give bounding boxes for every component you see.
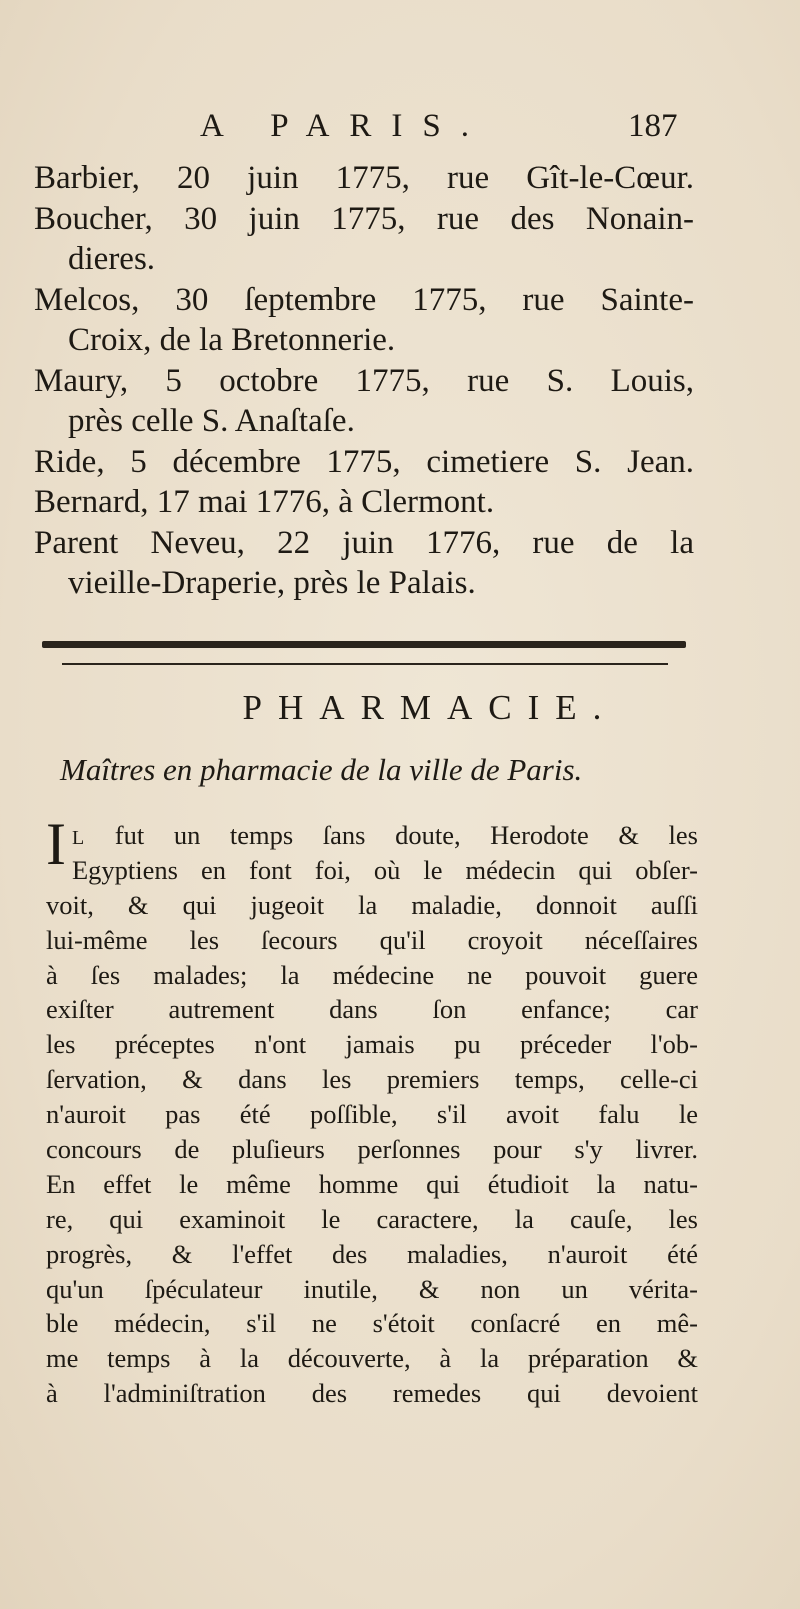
small-caps-letter: L [71, 827, 86, 849]
list-entry: Melcos, 30 ſeptembre 1775, rue Sainte- [34, 281, 694, 318]
list-entry: Parent Neveu, 22 juin 1776, rue de la [34, 524, 694, 561]
page-number: 187 [628, 108, 678, 144]
running-title: A PARIS. [200, 108, 490, 144]
list-entry: Ride, 5 décembre 1775, cimetiere S. Jean. [34, 443, 694, 480]
paragraph-line: n'auroit pas été poſſible, s'il avoit falu le [46, 1099, 698, 1130]
paragraph-line [46, 818, 698, 853]
list-entry-continuation: dieres. [68, 241, 156, 277]
list-entry: Barbier, 20 juin 1775, rue Gît-le-Cœur. [34, 160, 694, 196]
paragraph-line: voit, & qui jugeoit la maladie, donnoit auſſi [46, 889, 698, 920]
paragraph-line: Egyptiens en font foi, où le médecin qui obſer- [71, 854, 698, 885]
divider-rule [62, 663, 668, 665]
paragraph-line: à l'adminiſtration des remedes qui devoient [46, 1378, 698, 1409]
paragraph-line: ble médecin, s'il ne s'étoit conſacré en mê- [46, 1308, 698, 1339]
paragraph-line: me temps à la découverte, à la préparation & [46, 1343, 698, 1374]
body-paragraph [46, 811, 698, 1411]
paragraph-line: progrès, & l'effet des maladies, n'auroit été [46, 1238, 698, 1269]
paragraph-line: concours de pluſieurs perſonnes pour s'y livrer. [46, 1134, 698, 1165]
paragraph-line: lui-même les ſecours qu'il croyoit néceſſaires [46, 924, 698, 955]
drop-cap: I [46, 811, 66, 877]
list-entry-continuation: près celle S. Anaſtaſe. [68, 403, 355, 439]
paragraph-line: En effet le même homme qui étudioit la natu- [46, 1168, 698, 1199]
list-entry: Maury, 5 octobre 1775, rue S. Louis, [34, 362, 694, 399]
ornamental-rule [42, 641, 686, 648]
section-subtitle: Maîtres en pharmacie de la ville de Paris. [60, 752, 583, 787]
list-entry: Bernard, 17 mai 1776, à Clermont. [34, 484, 495, 520]
paragraph-line: qu'un ſpéculateur inutile, & non un vérita- [46, 1273, 698, 1304]
paragraph-line: les préceptes n'ont jamais pu préceder l'ob- [46, 1029, 698, 1060]
running-head [0, 100, 800, 150]
paragraph-line: ſervation, & dans les premiers temps, celle-ci [46, 1064, 698, 1095]
list-entry-continuation: vieille-Draperie, près le Palais. [68, 565, 476, 601]
apothecary-list [34, 158, 694, 604]
list-entry-continuation: Croix, de la Bretonnerie. [68, 322, 396, 358]
paragraph-line-text: fut un temps ſans doute, Herodote & les [85, 820, 698, 850]
paragraph-line: exiſter autrement dans ſon enfance; car [46, 994, 698, 1025]
paragraph-line: re, qui examinoit le caractere, la cauſe, les [46, 1203, 698, 1234]
list-entry: Boucher, 30 juin 1775, rue des Nonain- [34, 200, 694, 237]
paragraph-line: à ſes malades; la médecine ne pouvoit guere [46, 959, 698, 990]
section-title: PHARMACIE. [242, 688, 618, 727]
